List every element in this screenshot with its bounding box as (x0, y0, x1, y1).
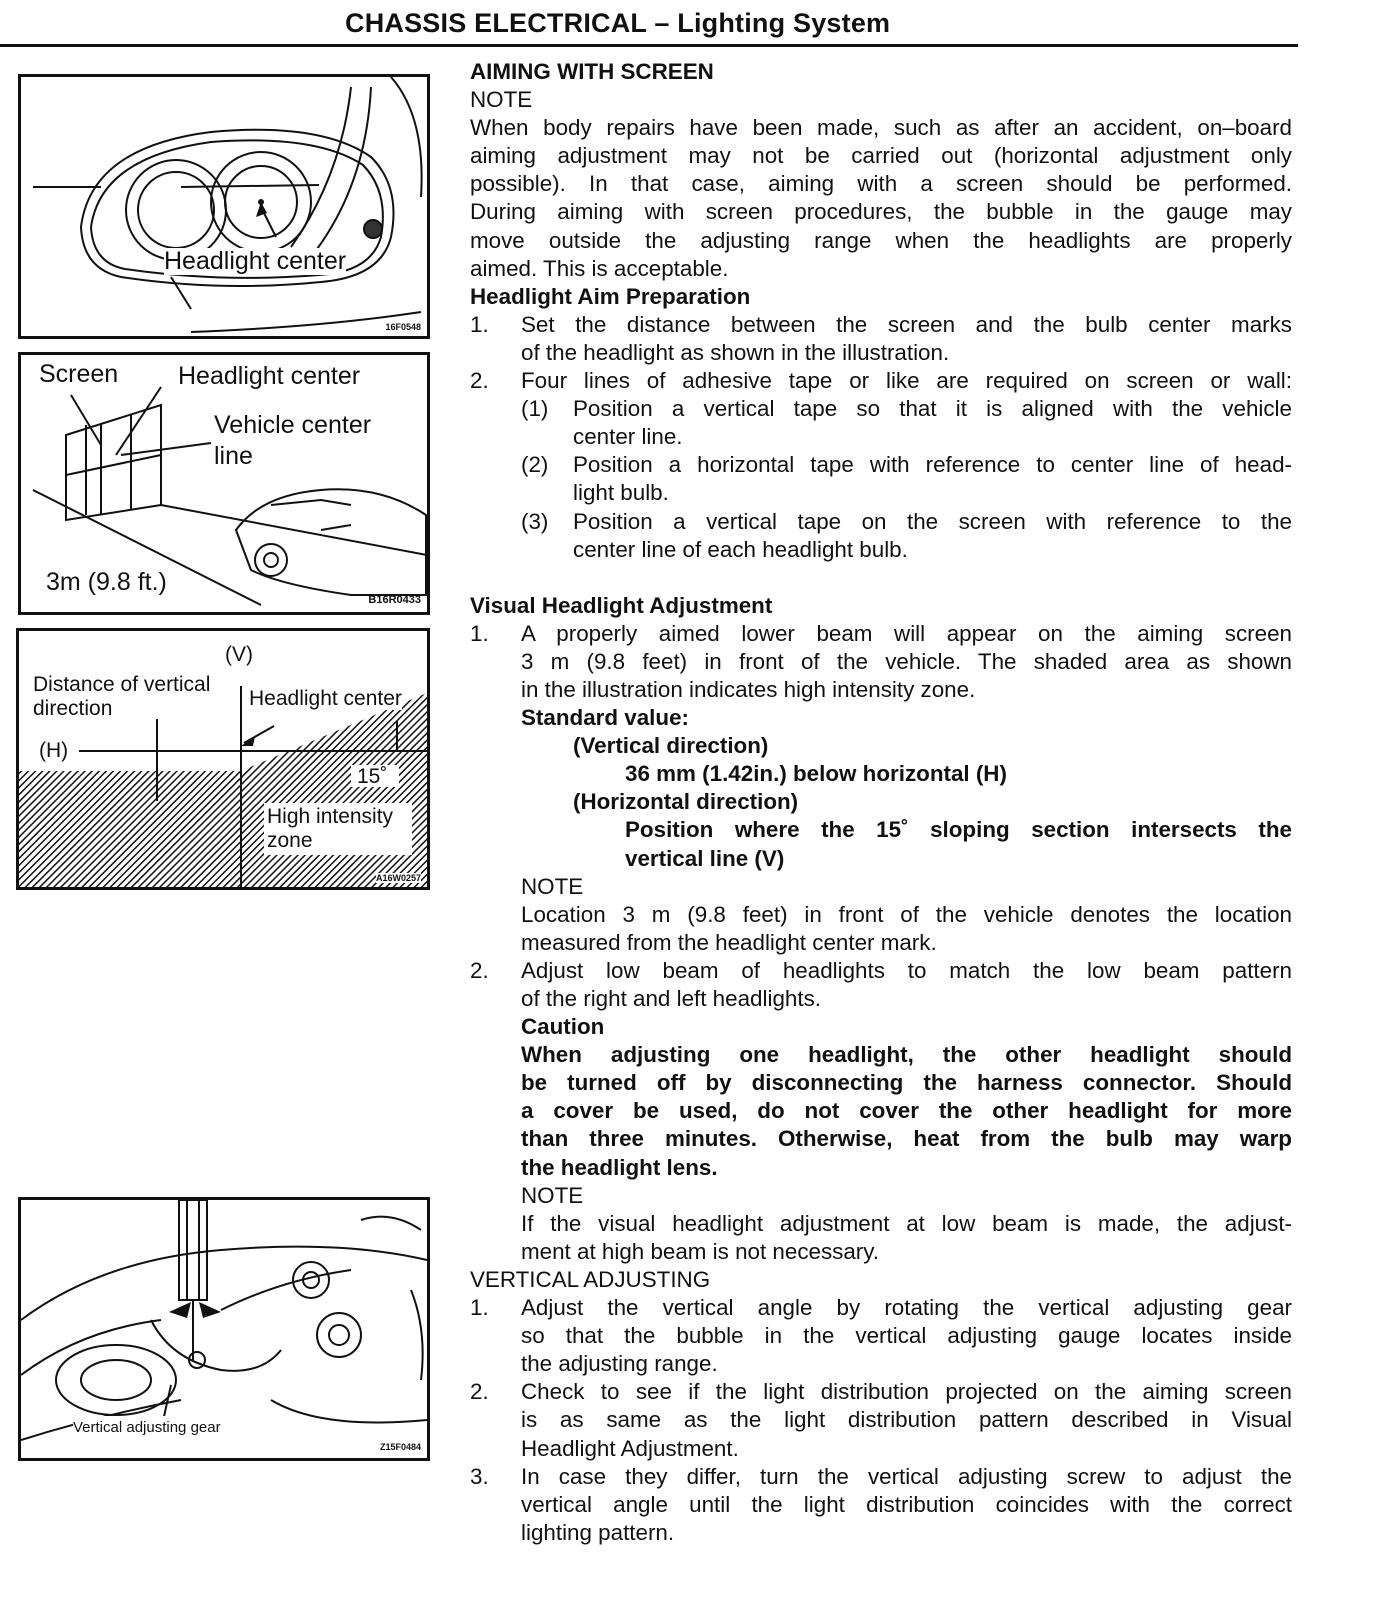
step-line: vertical angle until the light distribution coincides with the correct (521, 1491, 1292, 1517)
fig1-code: 16F0548 (385, 322, 421, 332)
note-line: During aiming with screen procedures, the bubble in the gauge may (470, 199, 1292, 225)
beam-pattern-illustration (19, 631, 427, 887)
horizontal-direction-value: vertical line (V) (625, 845, 785, 871)
step-line: of the right and left headlights. (521, 986, 821, 1011)
note-line: If the visual headlight adjustment at low beam is made, the adjust- (521, 1210, 1292, 1236)
spacer (470, 564, 1292, 592)
horizontal-direction-label: (Horizontal direction) (573, 789, 799, 815)
figure-vertical-adjusting-gear (18, 1197, 430, 1461)
step-number: 2. (470, 368, 489, 394)
step-line: so that the bubble in the vertical adjusting gauge locates inside (521, 1323, 1292, 1349)
step-line: in the illustration indicates high intensity zone. (521, 676, 976, 702)
prep-substep (521, 451, 1292, 507)
vertical-direction-label: (Vertical direction) (573, 733, 769, 759)
vertical-adjusting-heading: VERTICAL ADJUSTING (470, 1266, 711, 1292)
fig3-headlight-center-label: Headlight center (249, 687, 402, 710)
fig3-distance-label-1: Distance of vertical (33, 673, 211, 696)
fig3-angle-label: 15˚ (357, 765, 388, 788)
prep-heading: Headlight Aim Preparation (470, 283, 751, 309)
substep-line: center line of each headlight bulb. (573, 536, 908, 562)
fig2-vehicle-center-line-label-1: Vehicle center (214, 411, 372, 439)
note-line: ment at high beam is not necessary. (521, 1238, 880, 1264)
fig2-distance-label: 3m (9.8 ft.) (46, 568, 167, 596)
note-line: possible). In that case, aiming with a screen should be performed. (470, 171, 1292, 197)
fig3-zone-label-2: zone (267, 829, 313, 852)
vertical-step (470, 1463, 1292, 1547)
step-line: Set the distance between the screen and the bulb center marks (521, 311, 1292, 337)
main-text (470, 58, 1292, 1547)
note-label: NOTE (521, 873, 584, 899)
step-number: 1. (470, 1295, 489, 1321)
step-line: the adjusting range. (521, 1351, 718, 1377)
fig2-screen-label: Screen (39, 360, 119, 388)
step-number: 1. (470, 620, 489, 646)
note-label: NOTE (470, 87, 533, 113)
substep-number: (3) (521, 508, 549, 534)
step-line: of the headlight as shown in the illustration. (521, 339, 950, 365)
fig4-code: Z15F0484 (379, 1442, 421, 1452)
substep-number: (1) (521, 396, 549, 422)
note-line: When body repairs have been made, such as after an accident, on–board (470, 115, 1292, 141)
prep-step (470, 311, 1292, 367)
caution-label: Caution (521, 1014, 605, 1040)
fig2-vehicle-center-line-label-2: line (214, 442, 253, 470)
figure-beam-pattern (16, 628, 430, 890)
page-header (0, 0, 1300, 46)
substep-line: Position a vertical tape on the screen with reference to the (573, 508, 1292, 534)
caution-line: the headlight lens. (521, 1154, 718, 1180)
figure-headlight-center (18, 74, 430, 339)
fig1-headlight-center-label: Headlight center (164, 247, 347, 275)
caution-line: When adjusting one headlight, the other headlight should (521, 1042, 1292, 1068)
step-line: A properly aimed lower beam will appear on the aiming screen (521, 620, 1292, 646)
fig3-code: A16W0257 (375, 873, 421, 883)
step-number: 3. (470, 1463, 489, 1489)
substep-line: center line. (573, 424, 683, 450)
fig2-headlight-center-label: Headlight center (178, 362, 361, 390)
caution-line: than three minutes. Otherwise, heat from the bulb may warp (521, 1126, 1292, 1152)
substep-number: (2) (521, 452, 549, 478)
step-line: 3 m (9.8 feet) in front of the vehicle. The shaded area as shown (521, 648, 1292, 674)
step-number: 2. (470, 1379, 489, 1405)
headlight-illustration (21, 77, 427, 336)
note-aiming (470, 114, 1292, 283)
substep-line: Position a vertical tape so that it is aligned with the vehicle (573, 396, 1292, 422)
prep-substep (521, 508, 1292, 564)
caution-line: be turned off by disconnecting the harness connector. Should (521, 1070, 1292, 1096)
vertical-direction-value: 36 mm (1.42in.) below horizontal (H) (625, 761, 1007, 787)
fig3-zone-label-1: High intensity (267, 805, 394, 828)
page-title: CHASSIS ELECTRICAL – Lighting System (345, 8, 891, 38)
vertical-step (470, 1294, 1292, 1378)
substep-line: light bulb. (573, 480, 669, 506)
step-line: In case they differ, turn the vertical adjusting screw to adjust the (521, 1463, 1292, 1489)
step-line: Four lines of adhesive tape or like are required on screen or wall: (521, 368, 1292, 394)
aiming-heading: AIMING WITH SCREEN (470, 59, 714, 84)
prep-substep (521, 395, 1292, 451)
step-line: Headlight Adjustment. (521, 1435, 739, 1461)
visual-step (470, 620, 1292, 957)
standard-value-label: Standard value: (521, 705, 689, 731)
fig4-vertical-adjusting-gear-label: Vertical adjusting gear (73, 1416, 221, 1439)
step-line: Check to see if the light distribution projected on the aiming screen (521, 1379, 1292, 1405)
fig2-code: B16R0433 (368, 594, 421, 606)
horizontal-direction-value: Position where the 15˚ sloping section intersects the (625, 817, 1292, 843)
note-line: measured from the headlight center mark. (521, 929, 937, 955)
step-line: Adjust low beam of headlights to match the low beam pattern (521, 957, 1292, 983)
note-line: move outside the adjusting range when the headlights are properly (470, 227, 1292, 253)
fig3-distance-label-2: direction (33, 697, 113, 720)
note-label: NOTE (521, 1182, 584, 1208)
caution-line: a cover be used, do not cover the other headlight for more (521, 1098, 1292, 1124)
step-line: is as same as the light distribution pattern described in Visual (521, 1407, 1292, 1433)
fig3-h-label: (H) (39, 739, 69, 762)
prep-step (470, 367, 1292, 564)
step-line: lighting pattern. (521, 1519, 675, 1545)
note-line: aimed. This is acceptable. (470, 255, 729, 281)
vertical-step (470, 1378, 1292, 1462)
visual-step (470, 957, 1292, 1266)
visual-heading: Visual Headlight Adjustment (470, 592, 773, 618)
step-line: Adjust the vertical angle by rotating the vertical adjusting gear (521, 1295, 1292, 1321)
step-number: 1. (470, 311, 489, 337)
substep-line: Position a horizontal tape with reference to center line of head- (573, 452, 1292, 478)
fig3-v-label: (V) (225, 643, 253, 666)
figure-screen-distance (18, 352, 430, 615)
note-line: Location 3 m (9.8 feet) in front of the vehicle denotes the location (521, 901, 1292, 927)
note-line: aiming adjustment may not be carried out (horizontal adjustment only (470, 143, 1292, 169)
header-rule (0, 44, 1298, 47)
step-number: 2. (470, 957, 489, 983)
